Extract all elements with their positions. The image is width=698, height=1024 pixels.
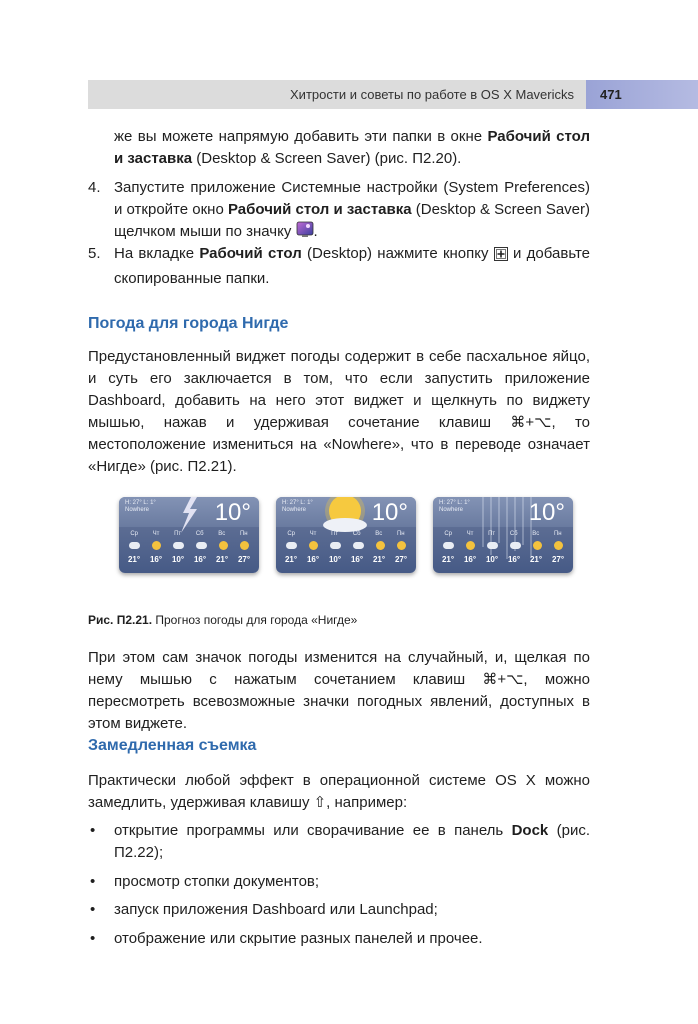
hi-lo-label: H: 27° L: 1° [282, 500, 313, 506]
current-temp: 10° [528, 499, 565, 526]
cloud-icon [173, 542, 184, 549]
sun-cloud-icon [320, 497, 370, 533]
paragraph-after-figure: При этом сам значок погоды изменится на случайный, и, щелкая по нему мышью с нажатым сочетанием клавиш ⌘+⌥, можно пересмотреть всевозможные значки погодных явлений, доступных в этом виджете. [88, 649, 590, 732]
section-heading-slowmo: Замедленная съемка [88, 737, 257, 754]
city-name: Nowhere [125, 507, 150, 513]
weather-widget-3: H: 27° L: 1° Nowhere 10° Ср Чт Пт Сб Вс Пн 21° 16° 10° 16° 21° 27° [433, 497, 573, 573]
list-item-text: На вкладке Рабочий стол (Desktop) нажмите кнопку и добавьте скопированные папки. [114, 245, 591, 287]
cloud-icon [129, 542, 140, 549]
lightning-icon [169, 497, 209, 533]
bullet-dot: • [90, 901, 96, 918]
page-number [586, 80, 698, 109]
section-heading-weather: Погода для города Нигде [88, 315, 289, 332]
hi-lo-label: H: 27° L: 1° [439, 500, 470, 506]
sun-icon [219, 541, 228, 550]
cloud-icon [196, 542, 207, 549]
bullet-item: • открытие программы или сворачивание ее в панель Dock (рис. П2.22); [90, 822, 590, 861]
hi-lo-label: H: 27° L: 1° [125, 500, 156, 506]
sun-icon [240, 541, 249, 550]
slowmo-paragraph: Практически любой эффект в операционной системе OS X можно замедлить, удерживая клавишу ⇧, например: [88, 772, 590, 811]
running-header [88, 80, 586, 109]
list-item-5 [88, 243, 590, 287]
city-name: Nowhere [282, 507, 307, 513]
intro-paragraph: же вы можете напрямую добавить эти папки в окне Рабочий стол и заставка (Desktop & Screen Saver) (рис. П2.20). [114, 128, 590, 167]
figure-caption [88, 613, 357, 627]
figure-label: Рис. П2.21. [88, 613, 153, 627]
list-number: 5. [88, 245, 101, 262]
list-item-4 [88, 177, 590, 243]
bullet-dot: • [90, 873, 96, 890]
sun-icon [152, 541, 161, 550]
current-temp: 10° [371, 499, 408, 526]
page-number-text: 471 [600, 87, 622, 102]
weather-widget-1: H: 27° L: 1° Nowhere 10° Ср Чт Пт Сб Вс Пн 21° 16° 10° 16° 21° 27° [119, 497, 259, 573]
list-number: 4. [88, 179, 101, 196]
header-title: Хитрости и советы по работе в OS X Mavericks [290, 87, 574, 102]
current-temp: 10° [214, 499, 251, 526]
bullet-dot: • [90, 822, 96, 839]
list-item-text: Запустите приложение Системные настройки (System Preferences) и откройте окно Рабочий стол и заставка (Desktop & Screen Saver) щелчком мыши по значку . [114, 177, 590, 246]
figure-text: Прогноз погоды для города «Нигде» [152, 613, 358, 627]
add-plus-icon [494, 246, 508, 268]
city-name: Nowhere [439, 507, 464, 513]
weather-paragraph: Предустановленный виджет погоды содержит в себе пасхальное яйцо, и суть его заключается в том, что если запустить приложение Dashboard, добавить на него этот виджет и щелкнуть по виджету мышью, нажав и удерживая сочетание клавиш ⌘+⌥, то местоположение измениться на «Nowhere», что в переводе означает «Нигде» (рис. П2.21). [88, 348, 590, 475]
weather-widget-2: H: 27° L: 1° Nowhere 10° Ср Чт Пт Сб Вс Пн 21° 16° 10° 16° 21° 27° [276, 497, 416, 573]
bullet-dot: • [90, 930, 96, 947]
